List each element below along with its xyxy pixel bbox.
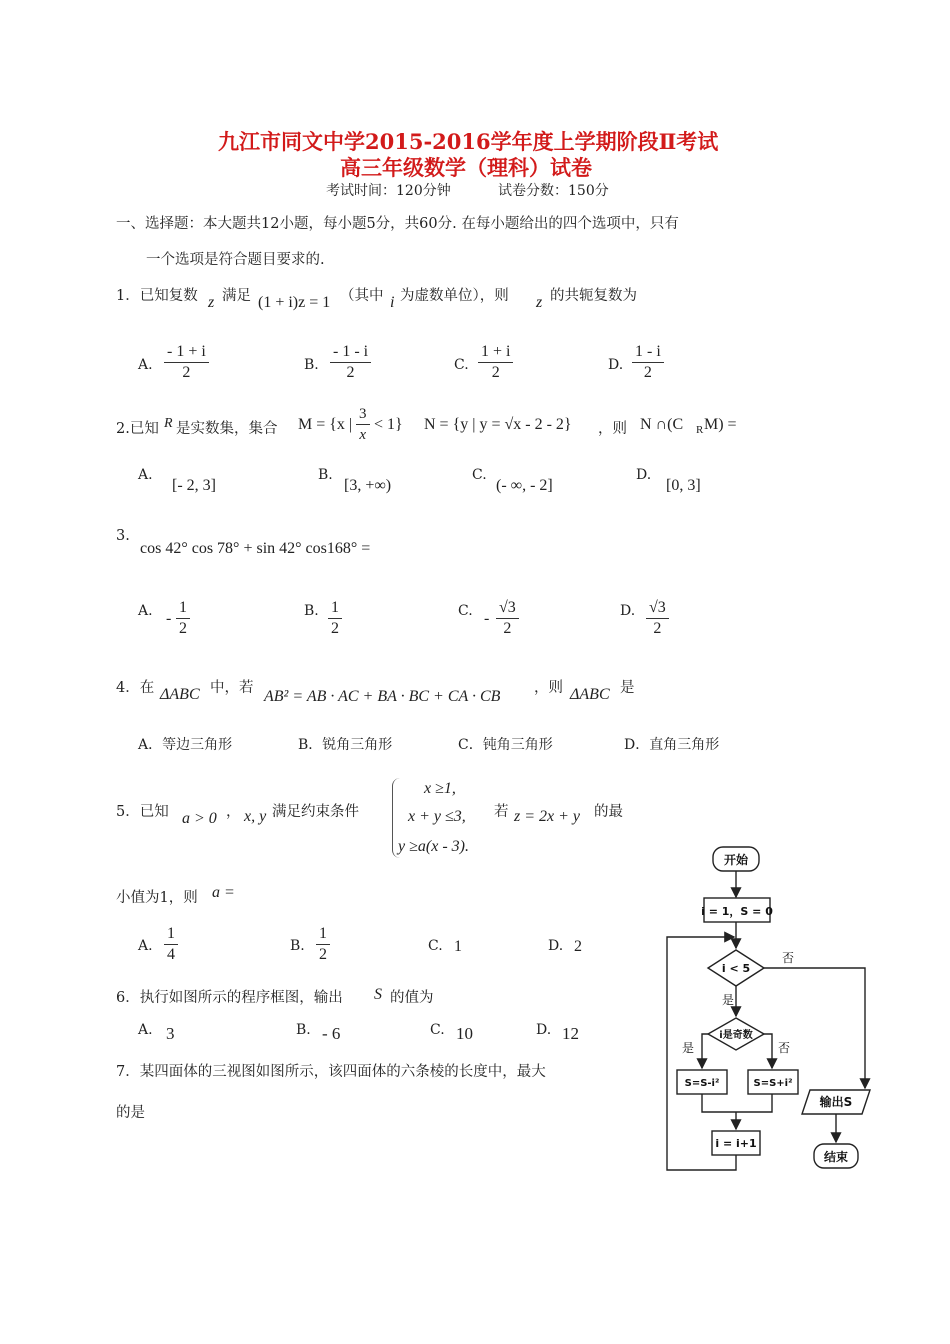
- q2-text-2: 是实数集，集合: [176, 421, 278, 437]
- flow-add-label: S=S+i²: [753, 1078, 793, 1089]
- q5-constraint-3: y ≥a(x - 3).: [398, 838, 469, 855]
- q3-option-b-den: 2: [331, 620, 339, 637]
- q4-equation: AB² = AB · AC + BA · BC + CA · CB: [264, 688, 501, 705]
- q3-option-b-label: B.: [304, 603, 319, 619]
- q4-option-c: [458, 734, 553, 754]
- q2-set-N: N = {y | y = √x - 2 - 2}: [424, 416, 572, 433]
- q1-equation: (1 + i)z = 1: [258, 294, 331, 311]
- flow-no-label-1: 否: [782, 951, 795, 965]
- q4-option-c-label: C．: [458, 737, 483, 753]
- q2-option-a-label: A.: [138, 467, 153, 483]
- section-instructions-line2: 一个选项是符合题目要求的.: [146, 252, 325, 268]
- q6-option-c-label: C.: [430, 1022, 445, 1038]
- q5-a-eq: a =: [212, 884, 235, 901]
- q5-option-d: 2: [574, 938, 582, 955]
- q4-option-a-value: 等边三角形: [162, 737, 233, 753]
- flow-odd-check-label: i是奇数: [719, 1030, 753, 1041]
- q2-option-d: [0, 3]: [666, 477, 701, 494]
- q3-expression: cos 42° cos 78° + sin 42° cos168° =: [140, 540, 371, 557]
- flow-end-label: 结束: [823, 1150, 849, 1164]
- q5-option-a-label: A.: [138, 938, 153, 954]
- q1-option-d: [632, 342, 664, 383]
- q3-option-c-den: 2: [503, 620, 512, 637]
- flow-start-label: 开始: [723, 853, 749, 867]
- q5-option-b-label: B.: [290, 938, 305, 954]
- q5-text-4: 的最: [594, 804, 623, 820]
- q4-triangle-2: ΔABC: [570, 686, 610, 703]
- q5-constraint-1: x ≥1,: [424, 780, 456, 797]
- q5-text-3: 若: [494, 804, 509, 820]
- q4-option-b-label: B．: [298, 737, 323, 753]
- q1-text-2: 满足: [222, 288, 251, 304]
- q1-option-a-num: - 1 + i: [164, 342, 209, 363]
- q7-line2: 的是: [116, 1105, 145, 1121]
- q3-option-c-label: C.: [458, 603, 473, 619]
- q6-option-a: 3: [166, 1024, 175, 1043]
- q6-option-c: 10: [456, 1024, 473, 1043]
- q5-option-c: 1: [454, 938, 462, 955]
- q2-option-b: [3, +∞): [344, 477, 392, 494]
- q1-i: i: [390, 294, 395, 311]
- q2-set-M: M = {x |: [298, 416, 353, 433]
- q1-z2: z: [536, 294, 543, 311]
- q5-option-a-num: 1: [164, 924, 178, 945]
- q4-option-a-label: A．: [138, 737, 163, 753]
- q6-text-1: 6．执行如图所示的程序框图，输出: [116, 990, 343, 1006]
- q4-option-b-value: 锐角三角形: [322, 737, 393, 753]
- q3-option-c-sign: -: [484, 610, 490, 627]
- q2-text-3: ，则: [598, 421, 627, 437]
- q3-option-a: [176, 598, 190, 639]
- q3-option-d-den: 2: [653, 620, 662, 637]
- exam-score: 试卷分数：150分: [498, 183, 609, 199]
- q1-text-3: （其中: [340, 288, 384, 304]
- q5-line2: 小值为1，则: [116, 890, 198, 906]
- flow-output-label: 输出S: [819, 1095, 853, 1109]
- q5-xy: x, y: [244, 808, 267, 825]
- q3-option-d-label: D.: [620, 603, 636, 619]
- q2-option-d-label: D.: [636, 467, 652, 483]
- q6-S: S: [374, 986, 382, 1003]
- q2-frac-den: x: [359, 427, 367, 443]
- q4-text-2: 中，若: [210, 680, 254, 696]
- q1-option-a-label: A.: [138, 357, 153, 373]
- q1-option-b: [330, 342, 371, 383]
- q6-option-d-label: D.: [536, 1022, 552, 1038]
- q1-option-d-num: 1 - i: [632, 342, 664, 363]
- q6-option-d: 12: [562, 1024, 579, 1043]
- q5-option-b-den: 2: [319, 946, 327, 963]
- q5-text-1: 5．已知: [116, 804, 169, 820]
- q4-option-d-label: D．: [624, 737, 650, 753]
- q3-option-a-sign: -: [166, 610, 172, 627]
- q5-comma: ，: [226, 804, 241, 820]
- q2-option-a: [- 2, 3]: [172, 477, 216, 494]
- exam-time: 考试时间：120分钟: [326, 183, 451, 199]
- q5-objective: z = 2x + y: [514, 808, 581, 825]
- q1-text-1: 1．已知复数: [116, 288, 198, 304]
- flow-yes-label-2: 是: [682, 1041, 695, 1055]
- q1-z: z: [208, 294, 215, 311]
- q6-text-2: 的值为: [390, 990, 434, 1006]
- q1-option-c: [478, 342, 513, 383]
- q5-option-d-label: D.: [548, 938, 564, 954]
- q6-option-b-label: B.: [296, 1022, 311, 1038]
- q3-option-b: [328, 598, 342, 639]
- flow-cond-label: i < 5: [721, 962, 751, 975]
- q3-number: 3.: [116, 528, 130, 544]
- q4-option-c-value: 钝角三角形: [482, 737, 553, 753]
- q4-text-1: 4．在: [116, 680, 155, 696]
- q7-line1: 7．某四面体的三视图如图所示，该四面体的六条棱的长度中，最大: [116, 1064, 546, 1080]
- q5-option-a: [164, 924, 178, 965]
- q1-option-b-num: - 1 - i: [330, 342, 371, 363]
- q1-text-5: 的共轭复数为: [550, 288, 637, 304]
- q2-expr: N ∩(C: [640, 416, 684, 433]
- flow-no-label-2: 否: [778, 1041, 791, 1055]
- q1-option-c-label: C.: [454, 357, 469, 373]
- exam-title-line2: 高三年级数学（理科）试卷: [340, 155, 592, 180]
- q5-text-2: 满足约束条件: [272, 804, 359, 820]
- q1-option-d-den: 2: [643, 364, 652, 381]
- q1-option-b-label: B.: [304, 357, 319, 373]
- q1-text-4: 为虚数单位），则: [400, 288, 509, 304]
- q5-a-positive: a > 0: [182, 810, 217, 827]
- q3-option-d: [646, 598, 669, 639]
- q5-option-b-num: 1: [316, 924, 330, 945]
- q1-option-c-num: 1 + i: [478, 342, 513, 363]
- q3-option-a-den: 2: [179, 620, 187, 637]
- flow-increment-label: i = i+1: [715, 1137, 757, 1150]
- q2-sub: R: [696, 424, 704, 436]
- q6-option-a-label: A.: [138, 1022, 153, 1038]
- q2-R: R: [164, 416, 173, 431]
- exam-title-line1: 九江市同文中学2015-2016学年度上学期阶段Ⅱ考试: [218, 129, 719, 154]
- q2-frac: [356, 404, 370, 445]
- q4-triangle: ΔABC: [160, 686, 200, 703]
- q4-text-4: 是: [620, 680, 635, 696]
- q1-option-a: [164, 342, 209, 383]
- q3-option-d-num: √3: [646, 598, 669, 619]
- program-flowchart: [640, 840, 900, 1180]
- q1-option-a-den: 2: [182, 364, 191, 381]
- q4-option-d-value: 直角三角形: [649, 737, 720, 753]
- q4-option-a: [138, 734, 232, 754]
- q3-option-a-label: A.: [138, 603, 153, 619]
- q6-option-b: - 6: [322, 1024, 341, 1043]
- q4-option-d: [624, 734, 719, 754]
- q4-option-b: [298, 734, 392, 754]
- q2-set-M-end: < 1}: [374, 416, 403, 433]
- q1-option-c-den: 2: [491, 364, 500, 381]
- q3-option-b-num: 1: [328, 598, 342, 619]
- q5-option-a-den: 4: [167, 946, 175, 963]
- q2-frac-num: 3: [356, 404, 370, 425]
- q5-option-c-label: C.: [428, 938, 443, 954]
- q2-expr-end: M) =: [704, 416, 737, 433]
- flow-subtract-label: S=S-i²: [684, 1078, 720, 1089]
- q1-option-d-label: D.: [608, 357, 624, 373]
- flow-yes-label-1: 是: [722, 993, 735, 1007]
- q1-option-b-den: 2: [346, 364, 355, 381]
- q5-option-b: [316, 924, 330, 965]
- q2-option-c-label: C.: [472, 467, 487, 483]
- flow-init-label: i = 1，S = 0: [701, 905, 773, 918]
- q3-option-a-num: 1: [176, 598, 190, 619]
- q3-option-c-num: √3: [496, 598, 519, 619]
- q3-option-c: [496, 598, 519, 639]
- section-instructions-line1: 一、选择题：本大题共12小题，每小题5分，共60分. 在每小题给出的四个选项中，只有: [116, 216, 679, 232]
- q2-option-c: (- ∞, - 2]: [496, 477, 553, 494]
- q2-option-b-label: B.: [318, 467, 333, 483]
- q2-text-1: 2.已知: [116, 421, 159, 437]
- q5-constraint-2: x + y ≤3,: [408, 808, 466, 825]
- q4-text-3: ，则: [534, 680, 563, 696]
